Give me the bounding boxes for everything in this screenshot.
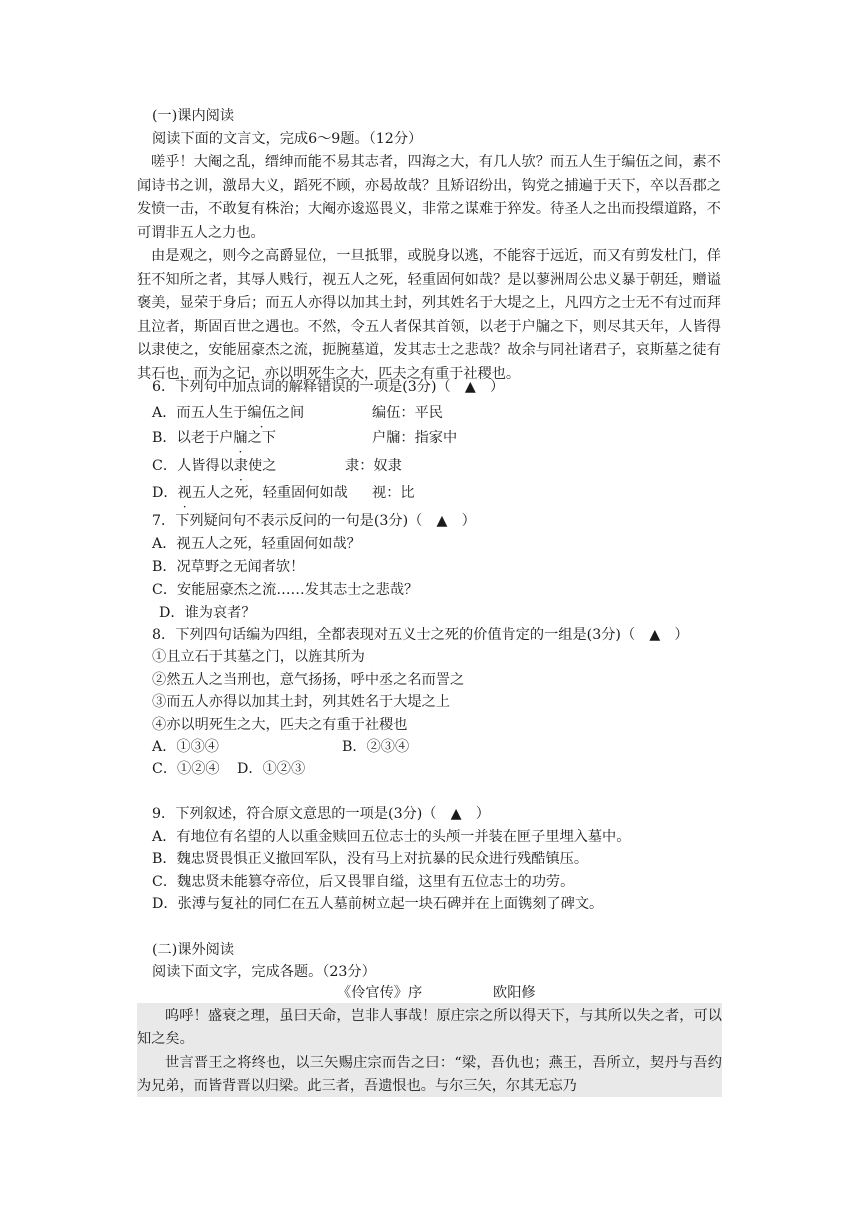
q9-option-b: B．魏忠贤畏惧正义撤回军队，没有马上对抗暴的民众进行残酷镇压。: [152, 851, 589, 867]
q6-option-b: [152, 428, 276, 448]
option-text: A．而五人生于: [152, 405, 248, 421]
q9-option-d: D．张溥与复社的同仁在五人墓前树立起一块石碑并在上面镌刻了碑文。: [152, 896, 604, 912]
q6-option-d-explanation: 视：比: [372, 485, 415, 501]
extract-author: 欧阳修: [493, 985, 536, 1001]
option-text: 之下: [247, 430, 276, 446]
shaded-extract: [137, 1003, 722, 1097]
section1-heading: (一)课内阅读: [152, 108, 235, 124]
option-text: 之间: [275, 405, 305, 421]
q8-sentence-3: ③而五人亦得以加其土封，列其姓名于大堤之上: [152, 694, 450, 710]
q6-option-c-explanation: 隶：奴隶: [345, 458, 402, 474]
extract-title: 《伶官传》序: [337, 985, 423, 1001]
q9-option-a: A．有地位有名望的人以重金赎回五位志士的头颅一并装在匣子里埋入墓中。: [152, 829, 631, 845]
option-text: 五人之死，轻重固何如哉: [191, 485, 348, 501]
q8-sentence-2: ②然五人之当刑也，意气扬扬，呼中丞之名而詈之: [152, 672, 465, 688]
dotted-word: 隶: [233, 458, 248, 474]
section2-heading: (二)课外阅读: [152, 942, 235, 958]
passage-paragraph-1: 嗟乎！大阉之乱，缙绅而能不易其志者，四海之大，有几人欤？而五人生于编伍之间，素不闻诗书之训，激昂大义，蹈死不顾，亦曷故哉？且矫诏纷出，钩党之捕遍于天下，卒以吾郡之发愤一击，不敢复有株治；大阉亦逡巡畏义，非常之谋难于猝发。待圣人之出而投缳道路，不可谓非五人之力也。: [137, 154, 721, 241]
q6-stem: 6．下列句中加点词的解释错误的一项是(3分)（ ▲ ）: [152, 379, 505, 395]
q8-sentence-1: ①且立石于其墓之门，以旌其所为: [152, 649, 365, 665]
q7-option-a: A．视五人之死，轻重固何如哉？: [152, 536, 361, 552]
q9-option-c: C．魏忠贤未能篡夺帝位，后又畏罪自缢，这里有五位志士的功劳。: [152, 874, 575, 890]
q8-option-a: A．①③④: [152, 739, 219, 755]
q8-sentence-4: ④亦以明死生之大，匹夫之有重于社稷也: [152, 717, 408, 733]
q6-option-a: [152, 403, 304, 423]
q6-option-c: [152, 456, 276, 476]
section2-instruction: 阅读下面文字，完成各题。（23分）: [152, 964, 376, 980]
dotted-word: 编伍: [247, 405, 276, 421]
q6-option-d: [152, 483, 348, 503]
extract-paragraph-1: 呜呼！盛衰之理，虽曰天命，岂非人事哉！原庄宗之所以得天下，与其所以失之者，可以知之矣。: [137, 1008, 722, 1047]
section1-instruction: 阅读下面的文言文，完成6～9题。（12分）: [152, 131, 423, 147]
q8-option-c: C．①②④: [152, 761, 220, 777]
dotted-word: 视: [177, 485, 192, 501]
q8-stem: 8．下列四句话编为四组，全都表现对五义士之死的价值肯定的一组是(3分)（ ▲ ）: [152, 627, 689, 643]
q7-option-d: D．谁为哀者？: [159, 605, 256, 621]
option-text: B．以老于户: [152, 430, 234, 446]
q7-stem: 7．下列疑问句不表示反问的一句是(3分)（ ▲ ）: [152, 513, 476, 529]
q6-option-b-explanation: 户牖：指家中: [372, 430, 458, 446]
q6-option-a-explanation: 编伍：平民: [372, 405, 443, 421]
option-text: D．: [152, 485, 178, 501]
passage-paragraph-2: 由是观之，则今之高爵显位，一旦抵罪，或脱身以逃，不能容于远近，而又有剪发杜门，佯狂不知所之者，其辱人贱行，视五人之死，轻重固何如哉？是以蓼洲周公忠义暴于朝廷，赠谥褒美，显荣于身后；而五人亦得以加其土封，列其姓名于大堤之上，凡四方之士无不有过而拜且泣者，斯固百世之遇也。不然，令五人者保其首领，以老于户牖之下，则尽其天年，人皆得以隶使之，安能屈豪杰之流，扼腕墓道，发其志士之悲哉？故余与同社诸君子，哀斯墓之徒有其石也，而为之记，亦以明死生之大，匹夫之有重于社稷也。: [137, 248, 721, 382]
option-text: 使之: [248, 458, 277, 474]
q7-option-c: C．安能屈豪杰之流……发其志士之悲哉？: [152, 582, 419, 598]
extract-paragraph-2: 世言晋王之将终也，以三矢赐庄宗而告之曰：“梁，吾仇也；燕王，吾所立，契丹与吾约为兄弟，而皆背晋以归梁。此三者，吾遗恨也。与尔三矢，尔其无忘乃: [137, 1055, 722, 1094]
dotted-word: 牖: [233, 430, 248, 446]
q7-option-b: B．况草野之无闻者欤！: [152, 559, 305, 575]
q9-stem: 9．下列叙述，符合原文意思的一项是(3分)（ ▲ ）: [152, 806, 490, 822]
q8-option-d: D．①②③: [237, 761, 306, 777]
option-text: C．人皆得以: [152, 458, 234, 474]
q8-option-b: B．②③④: [342, 739, 410, 755]
